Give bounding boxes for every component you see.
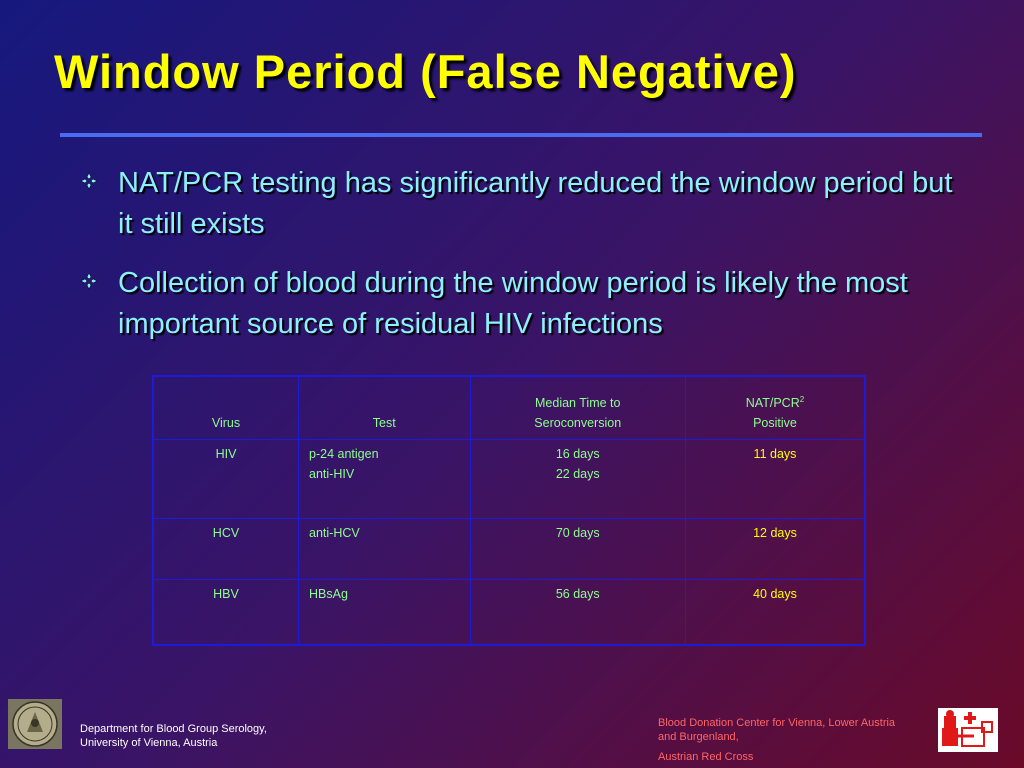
cell-median-item: 70 days — [555, 526, 600, 540]
header-virus: Virus — [153, 376, 299, 440]
header-nat-line1: NAT/PCR — [745, 396, 800, 410]
cell-median — [470, 440, 685, 519]
bullet-list — [80, 163, 960, 363]
cell-test — [299, 519, 470, 580]
bullet-item — [80, 163, 960, 245]
department-credit — [80, 722, 267, 750]
bullet-item — [80, 263, 960, 345]
cell-test — [299, 580, 470, 646]
cell-median-item: 22 days — [555, 467, 600, 481]
blood-center-line2: and Burgenland, — [658, 731, 739, 743]
cell-nat: 12 days — [685, 519, 865, 580]
diamond-bullet-icon — [80, 272, 98, 290]
slide-title: Window Period (False Negative) — [54, 45, 797, 98]
title-divider — [60, 133, 982, 137]
table-row — [153, 580, 865, 646]
blood-center-line3: Austrian Red Cross — [658, 751, 754, 763]
window-period-table — [152, 375, 866, 646]
diamond-bullet-icon — [80, 172, 98, 190]
blood-center-credit — [658, 716, 918, 764]
university-seal-icon — [8, 699, 62, 749]
cell-test-item: HBsAg — [309, 587, 348, 601]
cell-virus: HIV — [153, 440, 299, 519]
department-line1: Department for Blood Group Serology, — [80, 723, 267, 735]
header-median-line1: Median Time to — [535, 396, 621, 410]
table-row — [153, 519, 865, 580]
cell-nat: 11 days — [685, 440, 865, 519]
cell-median-item: 56 days — [555, 587, 600, 601]
cell-virus: HCV — [153, 519, 299, 580]
department-line2: University of Vienna, Austria — [80, 737, 218, 749]
cell-test-item: anti-HIV — [309, 467, 355, 481]
cell-test-item: p-24 antigen — [309, 447, 379, 461]
bullet-text: NAT/PCR testing has significantly reduced the window period but it still exists — [118, 167, 953, 240]
red-cross-blood-donation-logo-icon — [938, 708, 998, 752]
header-nat-footnote: 2 — [799, 394, 805, 404]
cell-test — [299, 440, 470, 519]
header-nat — [685, 376, 865, 440]
cell-median-item: 16 days — [555, 447, 600, 461]
cell-virus: HBV — [153, 580, 299, 646]
header-median-line2: Seroconversion — [534, 416, 622, 430]
cell-test-item: anti-HCV — [309, 526, 360, 540]
bullet-text: Collection of blood during the window period is likely the most important source of residual HIV infections — [118, 267, 908, 340]
header-test: Test — [299, 376, 470, 440]
blood-center-line1: Blood Donation Center for Vienna, Lower Austria — [658, 717, 896, 729]
table-header-row — [153, 376, 865, 440]
header-median — [470, 376, 685, 440]
table-row — [153, 440, 865, 519]
cell-median — [470, 519, 685, 580]
cell-median — [470, 580, 685, 646]
header-nat-line2: Positive — [753, 416, 797, 430]
cell-nat: 40 days — [685, 580, 865, 646]
